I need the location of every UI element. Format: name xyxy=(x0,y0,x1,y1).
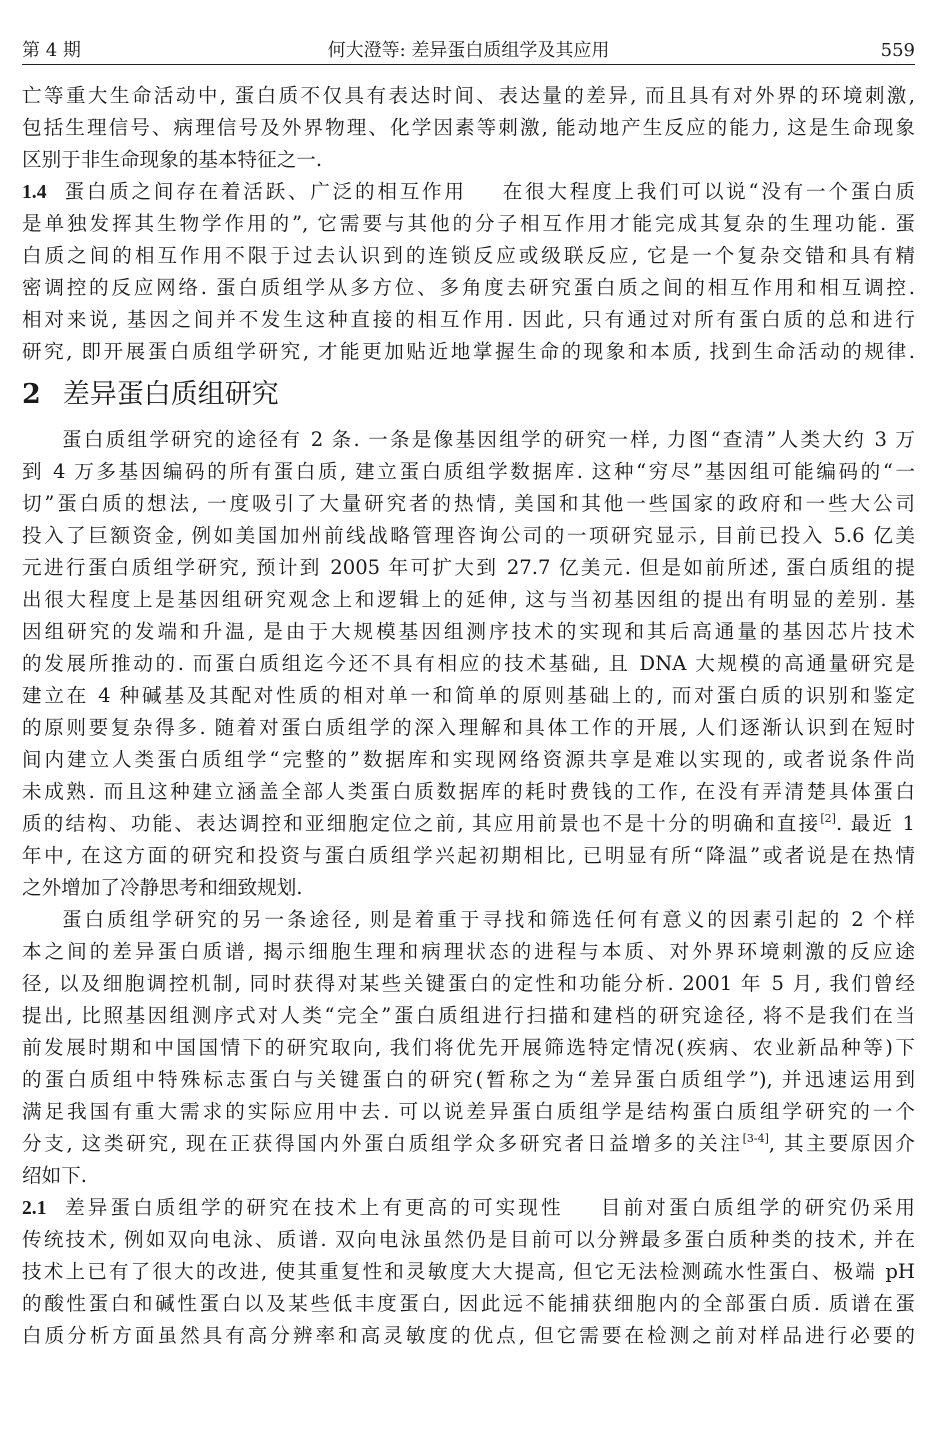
issue-number: 第 4 期 xyxy=(22,40,81,61)
text-line: 研究, 即开展蛋白质组学研究, 才能更加贴近地掌握生命的现象和本质, 找到生命活动的规律. xyxy=(22,340,915,363)
text-line: 白质之间的相互作用不限于过去认识到的连锁反应或级联反应, 它是一个复杂交错和具有精 xyxy=(22,244,915,267)
text-line: 未成熟. 而且这种建立涵盖全部人类蛋白质数据库的耗时费钱的工作, 在没有弄清楚具体蛋白 xyxy=(22,780,915,803)
text-line: 投入了巨额资金, 例如美国加州前线战略管理咨询公司的一项研究显示, 目前已投入 5.6 亿美 xyxy=(22,524,915,547)
text-span: . 最近 1 xyxy=(835,812,915,835)
paragraph xyxy=(22,80,915,176)
text-line: 因组研究的发端和升温, 是由于大规模基因组测序技术的实现和其后高通量的基因芯片技术 xyxy=(22,620,915,643)
running-header xyxy=(22,0,915,65)
text-span: 分支, 这类研究, 现在正获得国内外蛋白质组学众多研究者日益增多的关注 xyxy=(22,1132,743,1155)
text-line: 本之间的差异蛋白质谱, 揭示细胞生理和病理状态的进程与本质、对外界环境刺激的反应途 xyxy=(22,940,915,963)
subsection-heading-line xyxy=(22,1192,915,1224)
subsection-number: 2.1 xyxy=(22,1198,47,1219)
subsection-heading: 蛋白质之间存在着活跃、广泛的相互作用 xyxy=(64,180,467,203)
subsection-text: 目前对蛋白质组学的研究仍采用 xyxy=(600,1196,915,1219)
text-line: 蛋白质组学研究的途径有 2 条. 一条是像基因组学的研究一样, 力图“查清”人类大约 3 万 xyxy=(62,428,915,451)
subsection-2-1 xyxy=(22,1192,915,1352)
article-body xyxy=(22,65,915,1352)
text-line: 径, 以及细胞调控机制, 同时获得对某些关键蛋白的定性和功能分析. 2001 年 5 月, 我们曾经 xyxy=(22,972,915,995)
text-line: 的蛋白质组中特殊标志蛋白与关键蛋白的研究(暂称之为“差异蛋白质组学”), 并迅速运用到 xyxy=(22,1068,915,1091)
text-span: , 其主要原因介 xyxy=(768,1132,915,1155)
subsection-heading-line xyxy=(22,176,915,208)
text-line: 包括生理信号、病理信号及外界物理、化学因素等刺激, 能动地产生反应的能力, 这是生命现象 xyxy=(22,116,915,139)
subsection-text: 在很大程度上我们可以说“没有一个蛋白质 xyxy=(502,180,915,203)
text-line: 相对来说, 基因之间并不发生这种直接的相互作用. 因此, 只有通过对所有蛋白质的总和进行 xyxy=(22,308,915,331)
text-line: 提出, 比照基因组测序式对人类“完全”蛋白质组进行扫描和建档的研究途径, 将不是我们在当 xyxy=(22,1004,915,1027)
text-line: 到 4 万多基因编码的所有蛋白质, 建立蛋白质组学数据库. 这种“穷尽”基因组可能编码的“一 xyxy=(22,460,915,483)
citation-ref: [3-4] xyxy=(742,1132,769,1145)
text-line: 绍如下. xyxy=(22,1164,88,1187)
text-line: 的原则要复杂得多. 随着对蛋白质组学的深入理解和具体工作的开展, 人们逐渐认识到在短时 xyxy=(22,716,915,739)
text-line: 技术上已有了很大的改进, 使其重复性和灵敏度大大提高, 但它无法检测疏水性蛋白、极端 pH xyxy=(22,1260,915,1283)
section-heading xyxy=(22,368,915,424)
section-title: 差异蛋白质组研究 xyxy=(62,379,279,410)
subsection-1-4 xyxy=(22,176,915,368)
journal-page xyxy=(22,0,915,1352)
text-line xyxy=(22,1128,915,1160)
page-number: 559 xyxy=(880,40,915,61)
text-line: 传统技术, 例如双向电泳、质谱. 双向电泳虽然仍是目前可以分辨最多蛋白质种类的技术, 并在 xyxy=(22,1228,915,1251)
text-line: 白质分析方面虽然具有高分辨率和高灵敏度的优点, 但它需要在检测之前对样品进行必要的 xyxy=(22,1324,915,1347)
subsection-number: 1.4 xyxy=(22,182,47,203)
text-line: 之外增加了冷静思考和细致规划. xyxy=(22,876,303,899)
subsection-heading: 差异蛋白质组学的研究在技术上有更高的可实现性 xyxy=(65,1196,564,1219)
text-line xyxy=(22,808,915,840)
text-line: 满足我国有重大需求的实际应用中去. 可以说差异蛋白质组学是结构蛋白质组学研究的一个 xyxy=(22,1100,915,1123)
text-line: 年中, 在这方面的研究和投资与蛋白质组学兴起初期相比, 已明显有所“降温”或者说是在热情 xyxy=(22,844,915,867)
text-span: 质的结构、功能、表达调控和亚细胞定位之前, 其应用前景也不是十分的明确和直接 xyxy=(22,812,821,835)
text-line: 切”蛋白质的想法, 一度吸引了大量研究者的热情, 美国和其他一些国家的政府和一些大公司 xyxy=(22,492,915,515)
text-line: 的酸性蛋白和碱性蛋白以及某些低丰度蛋白, 因此远不能捕获细胞内的全部蛋白质. 质谱在蛋 xyxy=(22,1292,915,1315)
paragraph xyxy=(22,904,915,1192)
text-line: 出很大程度上是基因组研究观念上和逻辑上的延伸, 这与当初基因组的提出有明显的差别. 基 xyxy=(22,588,915,611)
text-line: 密调控的反应网络. 蛋白质组学从多方位、多角度去研究蛋白质之间的相互作用和相互调控. xyxy=(22,276,915,299)
text-line: 的发展所推动的. 而蛋白质组迄今还不具有相应的技术基础, 且 DNA 大规模的高通量研究是 xyxy=(22,652,915,675)
citation-ref: [2] xyxy=(820,812,836,825)
text-line: 亡等重大生命活动中, 蛋白质不仅具有表达时间、表达量的差异, 而且具有对外界的环境刺激, xyxy=(22,84,915,107)
section-number: 2 xyxy=(22,379,41,410)
paragraph xyxy=(22,424,915,904)
text-line: 元进行蛋白质组学研究, 预计到 2005 年可扩大到 27.7 亿美元. 但是如前所述, 蛋白质组的提 xyxy=(22,556,915,579)
text-line: 蛋白质组学研究的另一条途径, 则是着重于寻找和筛选任何有意义的因素引起的 2 个样 xyxy=(62,908,915,931)
text-line: 建立在 4 种碱基及其配对性质的相对单一和简单的原则基础上的, 而对蛋白质的识别和鉴定 xyxy=(22,684,915,707)
text-line: 区别于非生命现象的基本特征之一. xyxy=(22,148,323,171)
text-line: 是单独发挥其生物学作用的”, 它需要与其他的分子相互作用才能完成其复杂的生理功能. 蛋 xyxy=(22,212,915,235)
text-line: 前发展时期和中国国情下的研究取向, 我们将优先开展筛选特定情况(疾病、农业新品种等)下 xyxy=(22,1036,915,1059)
text-line: 间内建立人类蛋白质组学“完整的”数据库和实现网络资源共享是难以实现的, 或者说条件尚 xyxy=(22,748,915,771)
running-title: 何大澄等: 差异蛋白质组学及其应用 xyxy=(327,40,610,61)
